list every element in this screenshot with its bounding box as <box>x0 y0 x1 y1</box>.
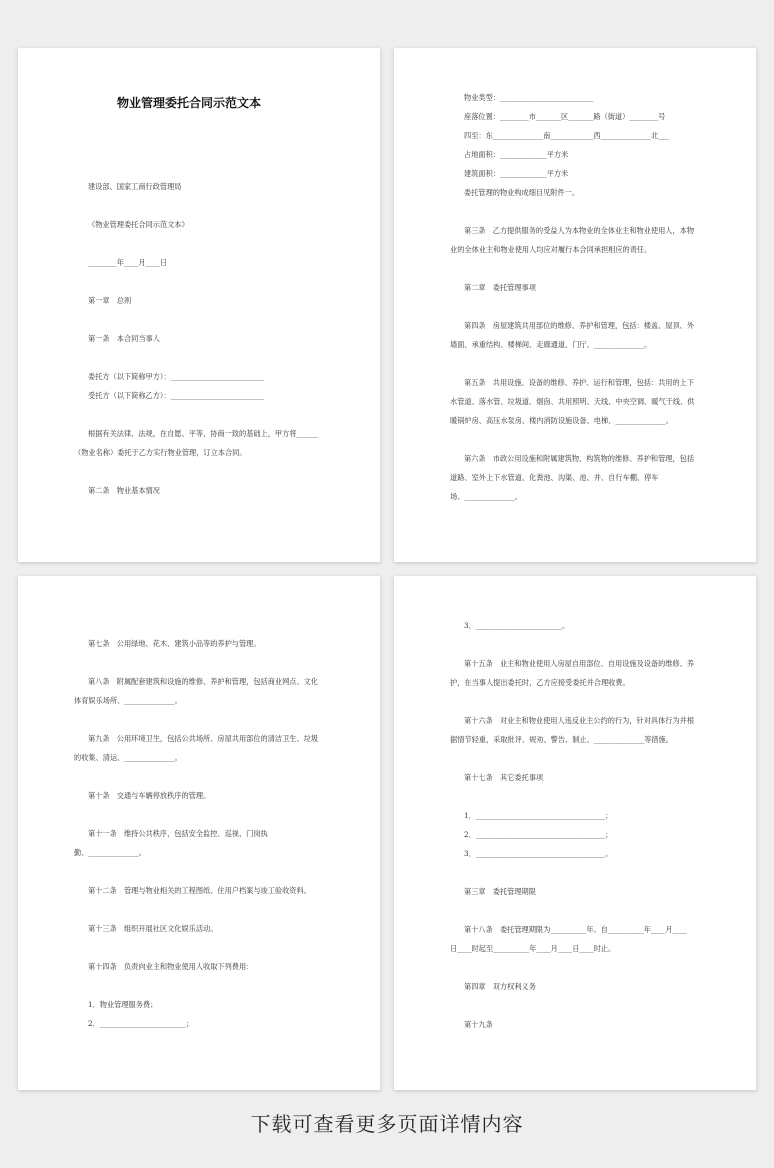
download-more-caption: 下载可查看更多页面详情内容 <box>250 1112 524 1136</box>
article-heading: 第十一条 维持公共秩序，包括安全监控、巡视、门岗执 <box>88 829 268 838</box>
article-heading: 第十四条 负责向业主和物业使用人收取下列费用： <box>88 962 254 971</box>
article-heading: 第十六条 对业主和物业使用人违反业主公约的行为，针对具体行为并根 <box>464 716 695 725</box>
text-line: 的收集、清运、______________。 <box>74 753 182 762</box>
text-line: （物业名称）委托于乙方实行物业管理，订立本合同。 <box>74 448 247 457</box>
text-line: 建筑面积：_____________平方米 <box>464 169 569 178</box>
text-line: 受托方（以下简称乙方）：__________________________ <box>88 391 265 400</box>
list-item: 2．________________________； <box>88 1019 194 1028</box>
text-line: 护，在当事人提出委托时，乙方应接受委托并合理收费。 <box>450 678 630 687</box>
text-line: ________年____月____日 <box>88 258 168 267</box>
text-line: 根据有关法律、法规，在自愿、平等、协商一致的基础上，甲方将______ <box>88 429 319 438</box>
article-heading: 第十七条 其它委托事项 <box>464 773 544 782</box>
article-heading: 第五条 共用设施、设备的维修、养护、运行和管理，包括：共用的上下 <box>464 378 695 387</box>
text-line: 《物业管理委托合同示范文本》 <box>88 220 189 229</box>
text-line: 勤、______________。 <box>74 848 146 857</box>
text-line: 场、______________。 <box>450 492 522 501</box>
list-item: 2．____________________________________； <box>464 830 613 839</box>
text-line: 水管道、落水管、垃圾道、烟囱、共用照明、天线、中央空调、暖气干线、供 <box>450 397 695 406</box>
document-page-2 <box>394 48 756 562</box>
article-heading: 第九条 公用环境卫生，包括公共场所、房屋共用部位的清洁卫生、垃圾 <box>88 734 319 743</box>
article-heading: 第六条 市政公用设施和附属建筑物、构筑物的维修、养护和管理，包括 <box>464 454 695 463</box>
article-heading: 第十九条 <box>464 1020 493 1029</box>
text-line: 座落位置：________市_______区_______路（街道）________号 <box>464 112 666 121</box>
document-page-4 <box>394 576 756 1090</box>
text-line: 据情节轻重，采取批评、规劝、警告、制止、______________等措施。 <box>450 735 673 744</box>
article-heading: 第七条 公用绿地、花木、建筑小品等的养护与管理。 <box>88 639 261 648</box>
article-heading: 第三条 乙方提供服务的受益人为本物业的全体业主和物业使用人，本物 <box>464 226 695 235</box>
text-line: 体育娱乐场所、______________。 <box>74 696 182 705</box>
article-heading: 第十五条 业主和物业使用人房屋自用部位、自用设施及设备的维修、养 <box>464 659 695 668</box>
article-heading: 第十二条 管理与物业相关的工程图纸、住用户档案与竣工验收资料。 <box>88 886 311 895</box>
article-heading: 第十八条 委托管理期限为__________年。自__________年____月____ <box>464 925 687 934</box>
chapter-heading: 第一章 总则 <box>88 296 132 305</box>
list-item: 3．________________________。 <box>464 621 570 630</box>
text-line: 委托管理的物业构成细目见附件一。 <box>464 188 580 197</box>
chapter-heading: 第三章 委托管理期限 <box>464 887 536 896</box>
article-heading: 第十三条 组织开展社区文化娱乐活动。 <box>88 924 218 933</box>
list-item: 1．物业管理服务费； <box>88 1000 158 1009</box>
text-line: 四至：东______________南____________西______________北___ <box>464 131 669 140</box>
article-heading: 第一条 本合同当事人 <box>88 334 160 343</box>
text-line: 占地面积：_____________平方米 <box>464 150 569 159</box>
text-line: 建设部、国家工商行政管理局 <box>88 182 182 191</box>
text-line: 墙面、承重结构、楼梯间、走廊通道、门厅、______________。 <box>450 340 652 349</box>
article-heading: 第十条 交通与车辆停放秩序的管理。 <box>88 791 211 800</box>
text-line: 委托方（以下简称甲方）：__________________________ <box>88 372 265 381</box>
document-page-3 <box>18 576 380 1090</box>
list-item: 1．____________________________________； <box>464 811 613 820</box>
article-heading: 第八条 附属配套建筑和设施的维修、养护和管理，包括商业网点、文化 <box>88 677 319 686</box>
text-line: 道路、室外上下水管道、化粪池、沟渠、池、井、自行车棚、停车 <box>450 473 659 482</box>
text-line: 暖锅炉房、高压水泵房、楼内消防设施设备、电梯、______________。 <box>450 416 673 425</box>
article-heading: 第四条 房屋建筑共用部位的维修、养护和管理，包括：楼盖、屋顶、外 <box>464 321 695 330</box>
chapter-heading: 第四章 双方权利义务 <box>464 982 536 991</box>
document-title: 物业管理委托合同示范文本 <box>117 96 262 110</box>
document-page-1 <box>18 48 380 562</box>
text-line: 业的全体业主和物业使用人均应对履行本合同承担相应的责任。 <box>450 245 652 254</box>
text-line: 物业类型：__________________________ <box>464 93 594 102</box>
text-line: 日____时起至__________年____月____日____时止。 <box>450 944 616 953</box>
list-item: 3．____________________________________。 <box>464 849 613 858</box>
chapter-heading: 第二章 委托管理事项 <box>464 283 536 292</box>
article-heading: 第二条 物业基本情况 <box>88 486 160 495</box>
